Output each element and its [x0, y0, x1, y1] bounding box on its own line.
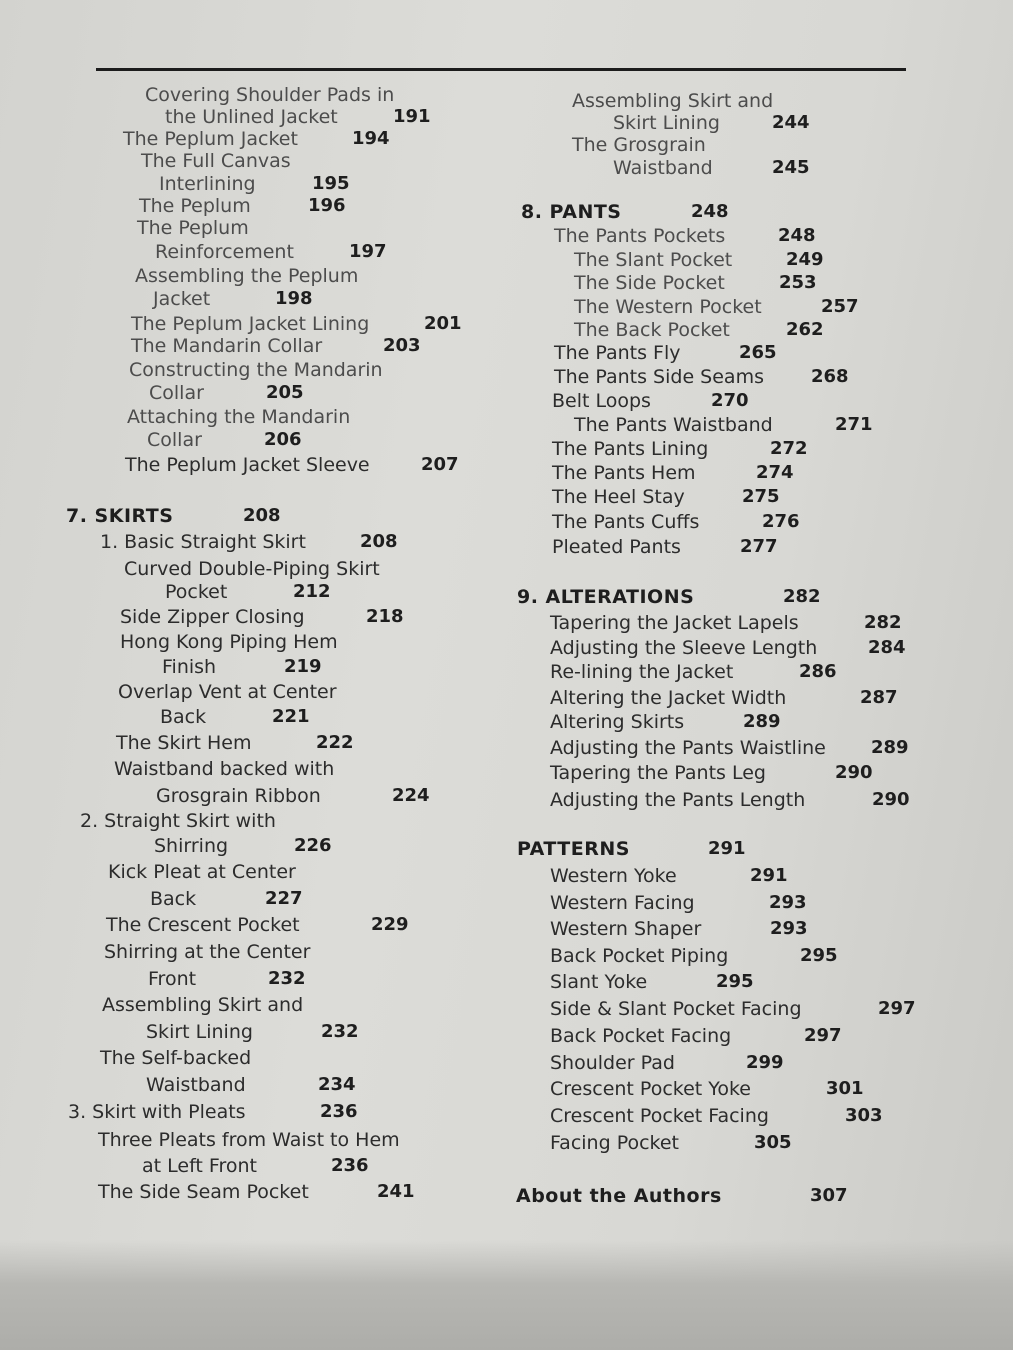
toc-entry-title: The Western Pocket — [574, 296, 762, 318]
toc-page-number: 271 — [835, 414, 873, 435]
toc-page-number: 208 — [243, 505, 281, 526]
toc-entry-title: Back Pocket Piping — [550, 945, 729, 967]
toc-page-number: 244 — [772, 112, 810, 133]
toc-page-number: 265 — [739, 342, 777, 363]
toc-entry — [552, 486, 780, 508]
toc-page-number: 245 — [772, 157, 810, 178]
toc-entry-title: Waistband — [613, 157, 713, 179]
toc-entry-title: Crescent Pocket Yoke — [550, 1078, 751, 1100]
toc-entry — [550, 762, 873, 784]
toc-entry-title: The Self-backed — [100, 1047, 252, 1069]
toc-entry-title: Facing Pocket — [550, 1132, 680, 1154]
toc-page-number: 221 — [272, 706, 310, 727]
toc-entry-title: Grosgrain Ribbon — [156, 785, 321, 807]
toc-page-number: 196 — [308, 195, 346, 216]
page-bottom-shadow — [0, 1240, 1013, 1350]
toc-entry — [550, 1078, 864, 1100]
toc-page-number: 203 — [383, 335, 421, 356]
toc-entry-title: Attaching the Mandarin — [127, 406, 351, 428]
toc-entry-title: 8. PANTS — [521, 201, 622, 223]
toc-page-number: 297 — [804, 1025, 842, 1046]
toc-section-heading — [521, 201, 729, 223]
toc-page-number: 207 — [421, 454, 459, 475]
toc-page-number: 253 — [779, 272, 817, 293]
toc-entry-title: Pocket — [165, 581, 228, 603]
toc-entry-title: Constructing the Mandarin — [129, 359, 383, 381]
toc-entry-title: Tapering the Jacket Lapels — [550, 612, 799, 634]
toc-page-number: 293 — [770, 918, 808, 939]
toc-entry-title: The Skirt Hem — [116, 732, 252, 754]
toc-page-number: 248 — [691, 201, 729, 222]
toc-section-heading — [517, 586, 821, 608]
toc-entry-title: The Full Canvas — [141, 150, 291, 172]
toc-page-number: 291 — [708, 838, 746, 859]
toc-page-number: 224 — [392, 785, 430, 806]
toc-entry-title: 9. ALTERATIONS — [517, 586, 695, 608]
toc-page-number: 226 — [294, 835, 332, 856]
toc-entry — [550, 971, 754, 993]
toc-entry-title: Waistband backed with — [114, 758, 335, 780]
toc-page-number: 257 — [821, 296, 859, 317]
toc-entry — [574, 414, 873, 436]
toc-entry-title: Adjusting the Pants Length — [550, 789, 806, 811]
toc-page-number: 272 — [770, 438, 808, 459]
toc-entry-title: The Peplum — [139, 195, 251, 217]
toc-entry — [550, 737, 909, 759]
toc-page-number: 191 — [393, 106, 431, 127]
toc-entry — [554, 342, 777, 364]
toc-entry — [550, 661, 837, 683]
toc-entry-title: The Heel Stay — [552, 486, 685, 508]
toc-entry-title: The Peplum Jacket — [123, 128, 298, 150]
toc-page-number: 275 — [742, 486, 780, 507]
toc-entry-title: The Pants Side Seams — [554, 366, 764, 388]
toc-entry-title: Belt Loops — [552, 390, 651, 412]
toc-entry-title: The Mandarin Collar — [131, 335, 323, 357]
toc-entry-title: Assembling the Peplum — [135, 265, 359, 287]
toc-entry-title: Back — [150, 888, 197, 910]
toc-entry-title: Kick Pleat at Center — [108, 861, 296, 883]
toc-entry — [550, 1105, 883, 1127]
toc-entry-title: 3. Skirt with Pleats — [68, 1101, 246, 1123]
toc-entry-title: Curved Double-Piping Skirt — [124, 558, 380, 580]
toc-page-number: 206 — [264, 429, 302, 450]
toc-entry — [552, 536, 778, 558]
toc-entry-title: Back — [160, 706, 207, 728]
toc-page-number: 305 — [754, 1132, 792, 1153]
toc-page-number: 299 — [746, 1052, 784, 1073]
toc-page-number: 218 — [366, 606, 404, 627]
toc-entry-title: Three Pleats from Waist to Hem — [98, 1129, 400, 1151]
toc-page-number: 197 — [349, 241, 387, 262]
toc-entry-title: The Grosgrain — [572, 134, 706, 156]
toc-entry — [550, 892, 807, 914]
toc-entry-title: The Side Pocket — [574, 272, 725, 294]
toc-entry-title: Western Yoke — [550, 865, 677, 887]
toc-entry-title: The Peplum Jacket Sleeve — [125, 454, 370, 476]
toc-entry-title: Altering Skirts — [550, 711, 685, 733]
toc-entry-title: The Pants Cuffs — [552, 511, 700, 533]
toc-page-number: 286 — [799, 661, 837, 682]
toc-entry — [550, 789, 910, 811]
toc-entry — [572, 134, 706, 156]
toc-entry-title: Waistband — [146, 1074, 246, 1096]
toc-page-number: 241 — [377, 1181, 415, 1202]
toc-entry-title: Hong Kong Piping Hem — [120, 631, 338, 653]
toc-entry — [550, 612, 902, 634]
toc-entry-title: Adjusting the Sleeve Length — [550, 637, 818, 659]
toc-page-number: 234 — [318, 1074, 356, 1095]
toc-entry-title: The Pants Hem — [552, 462, 696, 484]
toc-page-number: 232 — [321, 1021, 359, 1042]
toc-entry-title: Collar — [147, 429, 202, 451]
toc-entry — [554, 366, 849, 388]
toc-entry — [550, 918, 808, 940]
toc-entry — [550, 1052, 784, 1074]
toc-entry-title: Back Pocket Facing — [550, 1025, 732, 1047]
toc-section-heading — [516, 1185, 848, 1207]
toc-entry-title: at Left Front — [142, 1155, 257, 1177]
toc-page-number: 301 — [826, 1078, 864, 1099]
toc-entry-title: Altering the Jacket Width — [550, 687, 787, 709]
toc-page-number: 222 — [316, 732, 354, 753]
toc-entry — [554, 225, 816, 247]
toc-entry — [552, 438, 808, 460]
toc-page-number: 303 — [845, 1105, 883, 1126]
toc-entry-title: The Pants Lining — [552, 438, 709, 460]
toc-entry — [572, 90, 773, 112]
toc-page-number: 194 — [352, 128, 390, 149]
toc-entry — [550, 1132, 792, 1154]
toc-entry-title: Re-lining the Jacket — [550, 661, 734, 683]
toc-entry-title: The Back Pocket — [574, 319, 730, 341]
toc-page-number: 212 — [293, 581, 331, 602]
toc-page-number: 249 — [786, 249, 824, 270]
toc-page-number: 282 — [864, 612, 902, 633]
toc-page-number: 297 — [878, 998, 916, 1019]
toc-entry-title: Crescent Pocket Facing — [550, 1105, 769, 1127]
toc-entry-title: The Peplum — [137, 217, 249, 239]
toc-page-number: 201 — [424, 313, 462, 334]
toc-entry-title: Covering Shoulder Pads in — [145, 84, 395, 106]
toc-entry — [550, 998, 916, 1020]
toc-entry-title: Shirring — [154, 835, 229, 857]
toc-page-number: 290 — [835, 762, 873, 783]
toc-entry-title: Finish — [162, 656, 217, 678]
toc-page-number: 290 — [872, 789, 910, 810]
toc-entry-title: The Pants Waistband — [574, 414, 773, 436]
toc-page-number: 277 — [740, 536, 778, 557]
toc-entry-title: The Peplum Jacket Lining — [131, 313, 370, 335]
toc-page-number: 232 — [268, 968, 306, 989]
toc-entry — [550, 687, 898, 709]
toc-page-number: 270 — [711, 390, 749, 411]
toc-entry-title: the Unlined Jacket — [165, 106, 338, 128]
toc-page-number: 307 — [810, 1185, 848, 1206]
toc-entry — [550, 1025, 842, 1047]
toc-entry-title: Side Zipper Closing — [120, 606, 305, 628]
toc-entry-title: The Pants Fly — [554, 342, 681, 364]
toc-page-number: 236 — [331, 1155, 369, 1176]
toc-entry-title: The Crescent Pocket — [106, 914, 300, 936]
toc-page-number: 289 — [743, 711, 781, 732]
toc-entry-title: Collar — [149, 382, 204, 404]
toc-page-number: 229 — [371, 914, 409, 935]
toc-entry — [552, 511, 800, 533]
toc-entry-title: Skirt Lining — [613, 112, 720, 134]
toc-entry-title: The Slant Pocket — [574, 249, 733, 271]
toc-entry-title: Shoulder Pad — [550, 1052, 675, 1074]
toc-page-number: 284 — [868, 637, 906, 658]
toc-entry-title: Reinforcement — [155, 241, 294, 263]
toc-entry-title: PATTERNS — [517, 838, 630, 860]
toc-page-number: 289 — [871, 737, 909, 758]
toc-entry — [613, 112, 810, 134]
toc-entry-title: Tapering the Pants Leg — [550, 762, 766, 784]
toc-entry — [552, 390, 749, 412]
toc-entry-title: 1. Basic Straight Skirt — [100, 531, 306, 553]
toc-page-number: 198 — [275, 288, 313, 309]
toc-entry-title: The Side Seam Pocket — [98, 1181, 309, 1203]
toc-page-number: 282 — [783, 586, 821, 607]
toc-entry-title: Overlap Vent at Center — [118, 681, 337, 703]
toc-entry — [574, 319, 824, 341]
toc-page-number: 208 — [360, 531, 398, 552]
toc-entry-title: About the Authors — [516, 1185, 722, 1207]
toc-entry — [574, 272, 817, 294]
toc-entry-title: Pleated Pants — [552, 536, 681, 558]
toc-page-number: 236 — [320, 1101, 358, 1122]
toc-entry-title: 2. Straight Skirt with — [80, 810, 276, 832]
toc-section-heading — [517, 838, 746, 860]
toc-entry-title: Skirt Lining — [146, 1021, 253, 1043]
toc-page-number: 276 — [762, 511, 800, 532]
toc-page-number: 262 — [786, 319, 824, 340]
toc-entry-title: Shirring at the Center — [104, 941, 311, 963]
toc-entry — [552, 462, 794, 484]
toc-entry-title: Western Shaper — [550, 918, 702, 940]
toc-entry-title: Assembling Skirt and — [572, 90, 774, 112]
toc-page-number: 295 — [716, 971, 754, 992]
toc-page-number: 195 — [312, 173, 350, 194]
toc-page-number: 291 — [750, 865, 788, 886]
toc-entry — [550, 945, 838, 967]
toc-page-number: 293 — [769, 892, 807, 913]
toc-entry — [574, 296, 859, 318]
toc-entry-title: Slant Yoke — [550, 971, 648, 993]
toc-page-number: 268 — [811, 366, 849, 387]
toc-entry — [550, 711, 781, 733]
toc-entry-title: Interlining — [159, 173, 256, 195]
toc-page-number: 295 — [800, 945, 838, 966]
toc-entry-title: Adjusting the Pants Waistline — [550, 737, 826, 759]
toc-entry — [574, 249, 824, 271]
toc-page-number: 219 — [284, 656, 322, 677]
toc-entry-title: Western Facing — [550, 892, 695, 914]
toc-entry — [613, 157, 810, 179]
toc-page-number: 287 — [860, 687, 898, 708]
toc-entry-title: Front — [148, 968, 197, 990]
toc-entry-title: Assembling Skirt and — [102, 994, 304, 1016]
toc-entry — [550, 637, 906, 659]
toc-page-number: 205 — [266, 382, 304, 403]
toc-entry — [550, 865, 788, 887]
toc-entry-title: 7. SKIRTS — [66, 505, 174, 527]
toc-page-number: 274 — [756, 462, 794, 483]
toc-page-number: 248 — [778, 225, 816, 246]
toc-entry-title: Jacket — [153, 288, 211, 310]
toc-page-number: 227 — [265, 888, 303, 909]
toc-entry-title: Side & Slant Pocket Facing — [550, 998, 802, 1020]
toc-entry-title: The Pants Pockets — [554, 225, 726, 247]
